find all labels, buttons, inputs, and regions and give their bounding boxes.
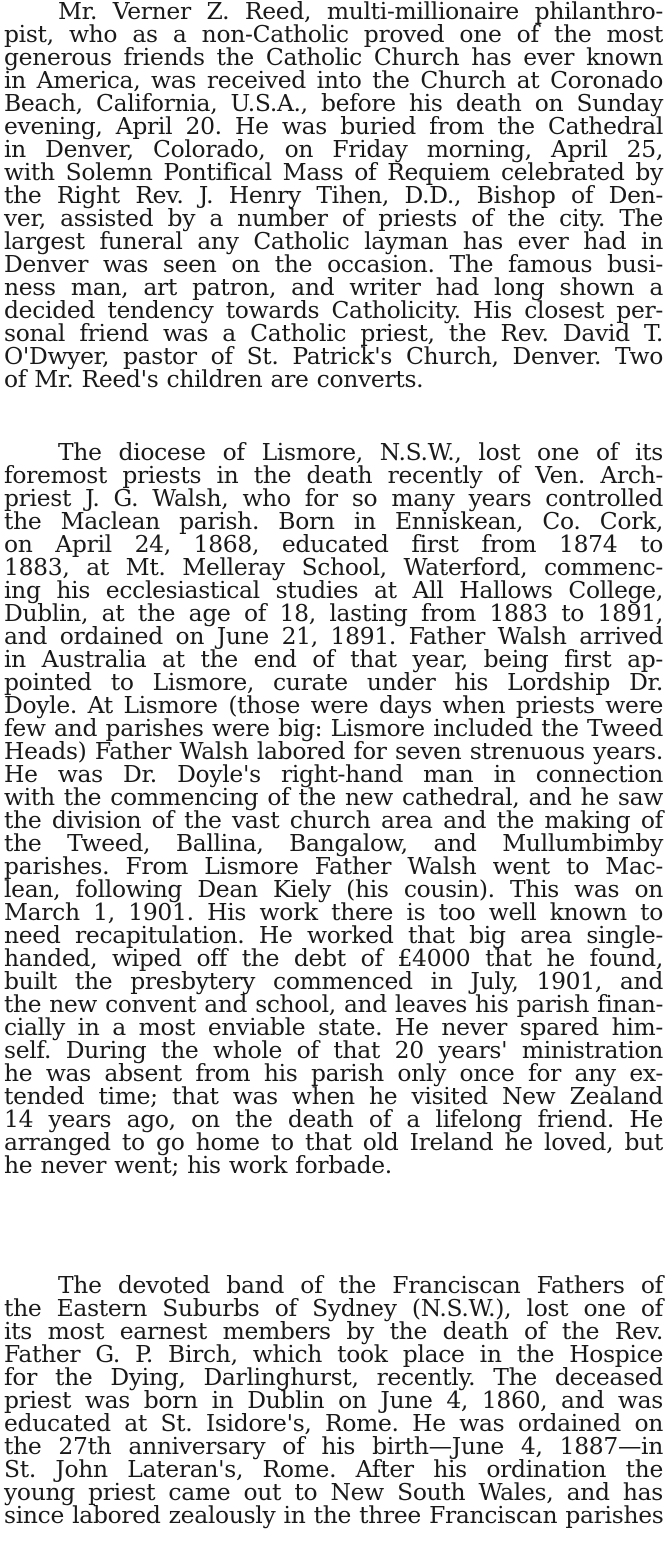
text-line: ness man, art patron, and writer had long shown a bbox=[4, 273, 663, 301]
text-line: of Mr. Reed's children are converts. bbox=[4, 365, 424, 393]
text-line: handed, wiped off the debt of £4000 that he found, bbox=[4, 944, 663, 972]
text-line: in Denver, Colorado, on Friday morning, April 25, bbox=[4, 135, 663, 163]
text-line: educated at St. Isidore's, Rome. He was ordained on bbox=[4, 1409, 663, 1437]
text-line: O'Dwyer, pastor of St. Patrick's Church, Denver. Two bbox=[4, 342, 663, 370]
text-line: for the Dying, Darlinghurst, recently. The deceased bbox=[4, 1363, 663, 1391]
text-line: priest J. G. Walsh, who for so many years controlled bbox=[4, 484, 663, 512]
text-line: 1883, at Mt. Melleray School, Waterford, commenc- bbox=[4, 553, 663, 581]
text-line: largest funeral any Catholic layman has ever had in bbox=[4, 227, 663, 255]
text-line: priest was born in Dublin on June 4, 1860, and was bbox=[4, 1386, 663, 1414]
text-line: Denver was seen on the occasion. The famous busi- bbox=[4, 250, 663, 278]
text-line: he was absent from his parish only once for any ex- bbox=[4, 1059, 663, 1087]
text-line: 14 years ago, on the death of a lifelong friend. He bbox=[4, 1105, 663, 1133]
text-line: He was Dr. Doyle's right-hand man in connection bbox=[4, 760, 663, 788]
text-line: its most earnest members by the death of the Rev. bbox=[4, 1317, 663, 1345]
paragraph-father-birch bbox=[4, 1271, 664, 1529]
text-line: few and parishes were big: Lismore included the Tweed bbox=[4, 714, 663, 742]
text-line: pointed to Lismore, curate under his Lordship Dr. bbox=[4, 668, 663, 696]
text-line: tended time; that was when he visited New Zealand bbox=[4, 1082, 663, 1110]
text-line: cially in a most enviable state. He never spared him- bbox=[4, 1013, 663, 1041]
text-line: the Eastern Suburbs of Sydney (N.S.W.), lost one of bbox=[4, 1294, 663, 1322]
text-line: self. During the whole of that 20 years' ministration bbox=[4, 1036, 663, 1064]
text-line: The devoted band of the Franciscan Fathers of bbox=[58, 1271, 663, 1299]
text-line: with Solemn Pontifical Mass of Requiem celebrated by bbox=[4, 158, 663, 186]
text-line: ver, assisted by a number of priests of the city. The bbox=[4, 204, 663, 232]
text-line: the division of the vast church area and the making of bbox=[4, 806, 663, 834]
paragraph-verner-reed bbox=[4, 0, 663, 391]
text-line: since labored zealously in the three Franciscan parishes bbox=[4, 1501, 664, 1529]
text-line: Doyle. At Lismore (those were days when priests were bbox=[4, 691, 663, 719]
text-line: he never went; his work forbade. bbox=[4, 1151, 392, 1179]
text-line: foremost priests in the death recently of Ven. Arch- bbox=[4, 461, 663, 489]
text-line: evening, April 20. He was buried from the Cathedral bbox=[4, 112, 663, 140]
text-line: St. John Lateran's, Rome. After his ordination the bbox=[4, 1455, 663, 1483]
text-line: arranged to go home to that old Ireland he loved, but bbox=[4, 1128, 663, 1156]
text-line: parishes. From Lismore Father Walsh went to Mac- bbox=[4, 852, 663, 880]
text-line: with the commencing of the new cathedral, and he saw bbox=[4, 783, 663, 811]
text-line: built the presbytery commenced in July, 1901, and bbox=[4, 967, 663, 995]
text-line: in America, was received into the Church at Coronado bbox=[4, 66, 663, 94]
paragraph-archpriest-walsh bbox=[4, 438, 663, 1179]
text-line: ing his ecclesiastical studies at All Hallows College, bbox=[4, 576, 663, 604]
text-line: Dublin, at the age of 18, lasting from 1883 to 1891, bbox=[4, 599, 663, 627]
text-line: Beach, California, U.S.A., before his death on Sunday bbox=[4, 89, 663, 117]
text-line: Mr. Verner Z. Reed, multi-millionaire philanthro- bbox=[58, 0, 663, 25]
text-line: sonal friend was a Catholic priest, the Rev. David T. bbox=[4, 319, 663, 347]
text-line: March 1, 1901. His work there is too well known to bbox=[4, 898, 663, 926]
text-line: Father G. P. Birch, which took place in the Hospice bbox=[4, 1340, 663, 1368]
text-line: lean, following Dean Kiely (his cousin). This was on bbox=[4, 875, 663, 903]
text-line: the Maclean parish. Born in Enniskean, Co. Cork, bbox=[4, 507, 663, 535]
text-line: decided tendency towards Catholicity. His closest per- bbox=[4, 296, 663, 324]
text-line: pist, who as a non-Catholic proved one of the most bbox=[4, 20, 663, 48]
text-line: Heads) Father Walsh labored for seven strenuous years. bbox=[4, 737, 663, 765]
text-line: generous friends the Catholic Church has ever known bbox=[4, 43, 663, 71]
text-line: the Right Rev. J. Henry Tihen, D.D., Bishop of Den- bbox=[4, 181, 663, 209]
text-line: need recapitulation. He worked that big area single- bbox=[4, 921, 663, 949]
text-line: The diocese of Lismore, N.S.W., lost one of its bbox=[58, 438, 663, 466]
text-line: the new convent and school, and leaves his parish finan- bbox=[4, 991, 663, 1018]
text-line: the Tweed, Ballina, Bangalow, and Mullumbimby bbox=[4, 829, 663, 857]
text-line: in Australia at the end of that year, being first ap- bbox=[4, 645, 663, 673]
text-line: the 27th anniversary of his birth—June 4, 1887—in bbox=[4, 1432, 663, 1460]
text-line: young priest came out to New South Wales, and has bbox=[4, 1478, 663, 1506]
text-line: and ordained on June 21, 1891. Father Walsh arrived bbox=[4, 622, 663, 650]
text-line: on April 24, 1868, educated first from 1874 to bbox=[4, 530, 663, 558]
